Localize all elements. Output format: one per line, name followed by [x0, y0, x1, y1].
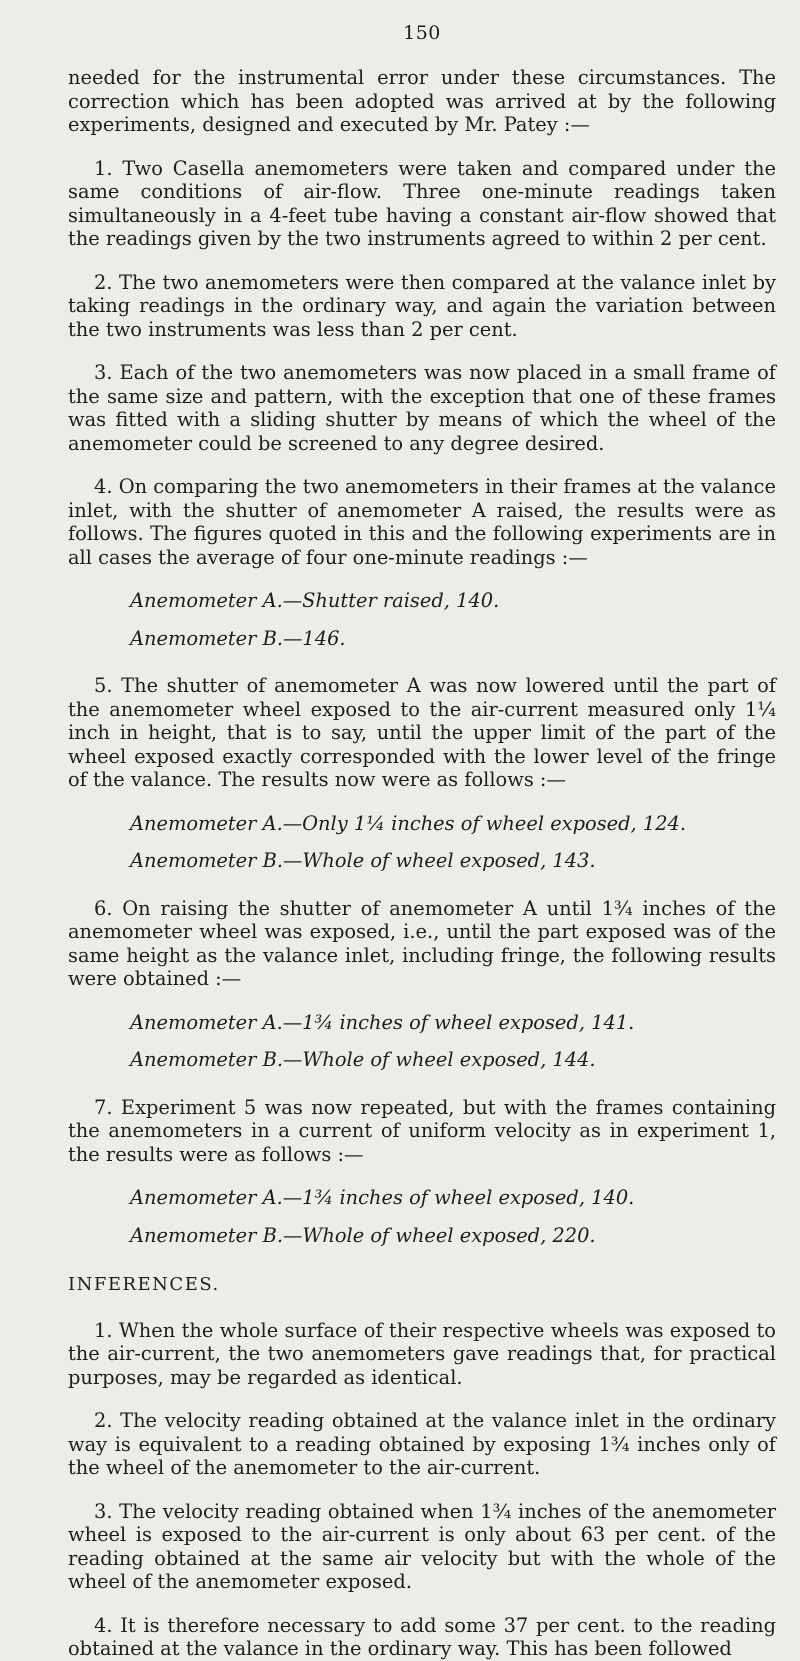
- experiment-7-reading-a: Anemometer A.—1¾ inches of wheel exposed, 140.: [130, 1186, 635, 1209]
- experiment-5-reading-b: Anemometer B.—Whole of wheel exposed, 143.: [130, 849, 596, 872]
- experiment-6-reading-b: Anemometer B.—Whole of wheel exposed, 144.: [130, 1048, 596, 1071]
- page-number: 150: [403, 22, 441, 44]
- experiment-1-paragraph: 1. Two Casella anemometers were taken and compared under the same conditions of air-flow. Three one-minute readings taken simultaneously in a 4-feet tube having a constant air-flow showed that the readings given by the two instruments agreed to within 2 per cent.: [68, 156, 776, 250]
- experiment-4-reading-b: Anemometer B.—146.: [130, 626, 346, 650]
- inference-4-paragraph: 4. It is therefore necessary to add some 37 per cent. to the reading obtained at the valance in the ordinary way. This has been followed: [68, 1613, 776, 1660]
- inferences-heading: INFERENCES.: [68, 1274, 220, 1295]
- experiment-7-reading-b: Anemometer B.—Whole of wheel exposed, 220.: [130, 1223, 596, 1247]
- inference-1-paragraph: 1. When the whole surface of their respective wheels was exposed to the air-current, the two anemometers gave readings that, for practical purposes, may be regarded as identical.: [68, 1318, 776, 1389]
- experiment-4-paragraph: 4. On comparing the two anemometers in their frames at the valance inlet, with the shutter of anemometer A raised, the results were as follows. The figures quoted in this and the following experiments are in all cases the average of four one-minute readings :—: [68, 475, 776, 569]
- experiment-2-paragraph: 2. The two anemometers were then compared at the valance inlet by taking readings in the ordinary way, and again the variation between the two instruments was less than 2 per cent.: [68, 270, 776, 341]
- experiment-6-paragraph: 6. On raising the shutter of anemometer A until 1¾ inches of the anemometer wheel was exposed, i.e., until the part exposed was of the same height as the valance inlet, including fringe, the following results were obtained :—: [68, 896, 776, 990]
- experiment-7-paragraph: 7. Experiment 5 was now repeated, but with the frames containing the anemometers in a current of uniform velocity as in experiment 1, the results were as follows :—: [68, 1095, 776, 1166]
- experiment-5-reading-a: Anemometer A.—Only 1¼ inches of wheel exposed, 124.: [130, 811, 687, 835]
- inference-3-paragraph: 3. The velocity reading obtained when 1¾ inches of the anemometer wheel is exposed to the air-current is only about 63 per cent. of the reading obtained at the same air velocity but with the whole of the wheel of the anemometer exposed.: [68, 1499, 776, 1593]
- experiment-5-paragraph: 5. The shutter of anemometer A was now lowered until the part of the anemometer wheel exposed to the air-current measured only 1¼ inch in height, that is to say, until the upper limit of the part of the wheel exposed exactly corresponded with the lower level of the fringe of the valance. The results now were as follows :—: [68, 674, 776, 791]
- experiment-3-paragraph: 3. Each of the two anemometers was now placed in a small frame of the same size and pattern, with the exception that one of these frames was fitted with a sliding shutter by means of which the wheel of the anemometer could be screened to any degree desired.: [68, 361, 776, 455]
- experiment-6-reading-a: Anemometer A.—1¾ inches of wheel exposed, 141.: [130, 1010, 635, 1034]
- experiment-4-reading-a: Anemometer A.—Shutter raised, 140.: [130, 589, 500, 612]
- inference-2-paragraph: 2. The velocity reading obtained at the valance inlet in the ordinary way is equivalent to a reading obtained by exposing 1¾ inches only of the wheel of the anemometer to the air-current.: [68, 1409, 776, 1479]
- intro-paragraph: needed for the instrumental error under these circumstances. The correction which has been adopted was arrived at by the following experiments, designed and executed by Mr. Patey :—: [68, 66, 776, 136]
